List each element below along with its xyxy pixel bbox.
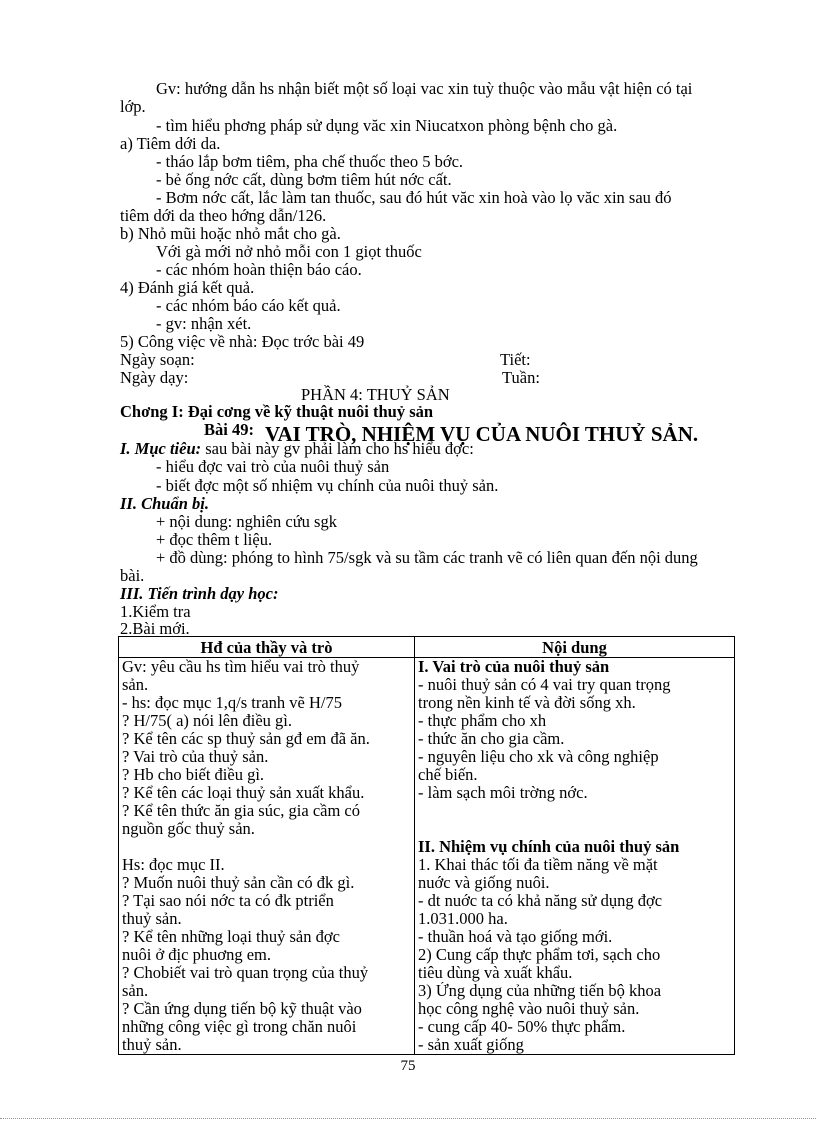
list-item: + đọc thêm t liệu. xyxy=(156,530,273,549)
text-line: 5) Công việc về nhà: Đọc trớc bài 49 xyxy=(120,332,365,351)
table-line: những công việc gì trong chăn nuôi xyxy=(122,1018,357,1036)
text-line: - bẻ ống nớc cất, dùng bơm tiêm hút nớc cất. xyxy=(156,170,452,189)
table-line: - thức ăn cho gia cầm. xyxy=(418,730,565,748)
table-header-row xyxy=(119,637,735,658)
table-line: ? Hb cho biết điều gì. xyxy=(122,766,265,784)
table-line: chế biến. xyxy=(418,766,478,784)
right-column-header: Nội dung xyxy=(415,637,735,658)
blank-line xyxy=(122,838,411,856)
text-line: - tìm hiểu phơng pháp sử dụng văc xin Niucatxon phòng bệnh cho gà. xyxy=(156,116,618,135)
section-heading: I. Vai trò của nuôi thuỷ sản xyxy=(418,658,610,676)
text-line: Với gà mới nở nhỏ mỗi con 1 giọt thuốc xyxy=(156,242,422,261)
page-number: 75 xyxy=(400,1058,416,1074)
table-line: nguồn gốc thuỷ sản. xyxy=(122,820,255,838)
table-line: sản. xyxy=(122,982,149,1000)
table-line: 3) Ứng dụng của những tiến bộ khoa xyxy=(418,982,662,1000)
table-line: tiêu dùng và xuất khẩu. xyxy=(418,964,573,982)
table-line: - nuôi thuỷ sản có 4 vai try quan trọng xyxy=(418,676,671,694)
tuan-label: Tuần: xyxy=(502,368,540,387)
table-line: - sản xuất giống xyxy=(418,1036,524,1054)
page-bottom-rule xyxy=(0,1118,816,1119)
muc-tieu-text: sau bài này gv phải làm cho hs hiểu đợc: xyxy=(201,439,474,458)
list-item: 2.Bài mới. xyxy=(120,619,190,638)
teacher-student-activities-cell xyxy=(119,658,415,1055)
table-line: 1.031.000 ha. xyxy=(418,910,508,928)
table-line: - làm sạch môi trờng nớc. xyxy=(418,784,588,802)
muc-tieu-line xyxy=(120,440,474,458)
chapter-heading: Chơng I: Đại cơng về kỹ thuật nuôi thuỷ sản xyxy=(120,402,434,421)
muc-tieu-label: I. Mục tiêu: xyxy=(120,439,202,458)
table-line: ? Kể tên các loại thuỷ sản xuất khẩu. xyxy=(122,784,365,802)
text-line: - Bơm nớc cất, lắc làm tan thuốc, sau đó hút văc xin hoà vào lọ văc xin sau đó xyxy=(156,188,672,207)
table-line: - nguyên liệu cho xk và công nghiệp xyxy=(418,748,659,766)
table-line: trong nền kinh tế và đời sống xh. xyxy=(418,694,636,712)
blank-line xyxy=(418,802,731,820)
text-line: - các nhóm hoàn thiện báo cáo. xyxy=(156,260,362,279)
left-column-header: Hđ của thầy và trò xyxy=(119,637,415,658)
table-line: - dt nuớc ta có khả năng sử dụng đợc xyxy=(418,892,663,910)
table-line: nuôi ở địc phuơng em. xyxy=(122,946,271,964)
table-row xyxy=(119,658,735,1055)
list-item: + nội dung: nghiên cứu sgk xyxy=(156,512,337,531)
text-line: Gv: hướng dẫn hs nhận biết một số loại vac xin tuỳ thuộc vào mẫu vật hiện có tại xyxy=(156,79,693,98)
table-line: ? H/75( a) nói lên điều gì. xyxy=(122,712,292,730)
list-item: - biết đợc một số nhiệm vụ chính của nuôi thuỷ sản. xyxy=(156,476,499,495)
table-line: ? Kể tên những loại thuỷ sản đợc xyxy=(122,928,340,946)
list-item: + đồ dùng: phóng to hình 75/sgk và su tầm các tranh vẽ có liên quan đến nội dung xyxy=(156,548,698,567)
table-line: Gv: yêu cầu hs tìm hiểu vai trò thuỷ xyxy=(122,658,360,676)
table-line: Hs: đọc mục II. xyxy=(122,856,225,874)
table-line: 1. Khai thác tối đa tiềm năng về mặt xyxy=(418,856,658,874)
text-line: b) Nhỏ mũi hoặc nhỏ mắt cho gà. xyxy=(120,224,341,243)
lesson-table xyxy=(118,636,735,1055)
ngay-soan-label: Ngày soạn: xyxy=(120,350,195,369)
table-line: thuỷ sản. xyxy=(122,1036,182,1054)
text-line: tiêm dới da theo hớng dẫn/126. xyxy=(120,206,327,225)
table-line: thuỷ sản. xyxy=(122,910,182,928)
list-item: bài. xyxy=(120,566,145,585)
text-line: a) Tiêm dới da. xyxy=(120,134,221,153)
table-line: ? Kể tên các sp thuỷ sản gđ em đã ăn. xyxy=(122,730,370,748)
text-line: 4) Đánh giá kết quả. xyxy=(120,278,255,297)
list-item: - hiểu đợc vai trò của nuôi thuỷ sản xyxy=(156,457,390,476)
table-line: - thuần hoá và tạo giống mới. xyxy=(418,928,613,946)
text-line: - các nhóm báo cáo kết quả. xyxy=(156,296,341,315)
table-line: 2) Cung cấp thực phẩm tơi, sạch cho xyxy=(418,946,661,964)
table-line: ? Cần ứng dụng tiến bộ kỹ thuật vào xyxy=(122,1000,362,1018)
text-line: lớp. xyxy=(120,97,146,116)
table-line: ? Tại sao nói nớc ta có đk ptriển xyxy=(122,892,334,910)
table-line: ? Vai trò của thuỷ sản. xyxy=(122,748,269,766)
lesson-number: Bài 49: xyxy=(204,420,254,439)
table-line: ? Muốn nuôi thuỷ sản cần có đk gì. xyxy=(122,874,355,892)
table-line: ? Chobiết vai trò quan trọng của thuỷ xyxy=(122,964,369,982)
blank-line xyxy=(418,820,731,838)
table-line: ? Kể tên thức ăn gia súc, gia cầm có xyxy=(122,802,361,820)
table-line: - cung cấp 40- 50% thực phẩm. xyxy=(418,1018,626,1036)
chuan-bi-label: II. Chuẩn bị. xyxy=(120,494,209,513)
table-line: nuớc và giống nuôi. xyxy=(418,874,550,892)
ngay-day-label: Ngày dạy: xyxy=(120,368,189,387)
lesson-title: VAI TRÒ, NHIỆM VỤ CỦA NUÔI THUỶ SẢN. xyxy=(265,422,699,446)
section-heading: II. Nhiệm vụ chính của nuôi thuỷ sản xyxy=(418,838,680,856)
table-line: sản. xyxy=(122,676,149,694)
text-line: - gv: nhận xét. xyxy=(156,314,252,333)
table-line: - thực phẩm cho xh xyxy=(418,712,547,730)
content-cell xyxy=(415,658,735,1055)
list-item: 1.Kiểm tra xyxy=(120,602,191,621)
part-heading: PHẦN 4: THUỶ SẢN xyxy=(301,385,450,404)
text-line: - tháo lắp bơm tiêm, pha chế thuốc theo 5 bớc. xyxy=(156,152,464,171)
tiet-label: Tiết: xyxy=(500,350,531,369)
table-line: - hs: đọc mục 1,q/s tranh vẽ H/75 xyxy=(122,694,342,712)
tien-trinh-label: III. Tiến trình dạy học: xyxy=(120,584,279,603)
table-line: học công nghệ vào nuôi thuỷ sản. xyxy=(418,1000,640,1018)
